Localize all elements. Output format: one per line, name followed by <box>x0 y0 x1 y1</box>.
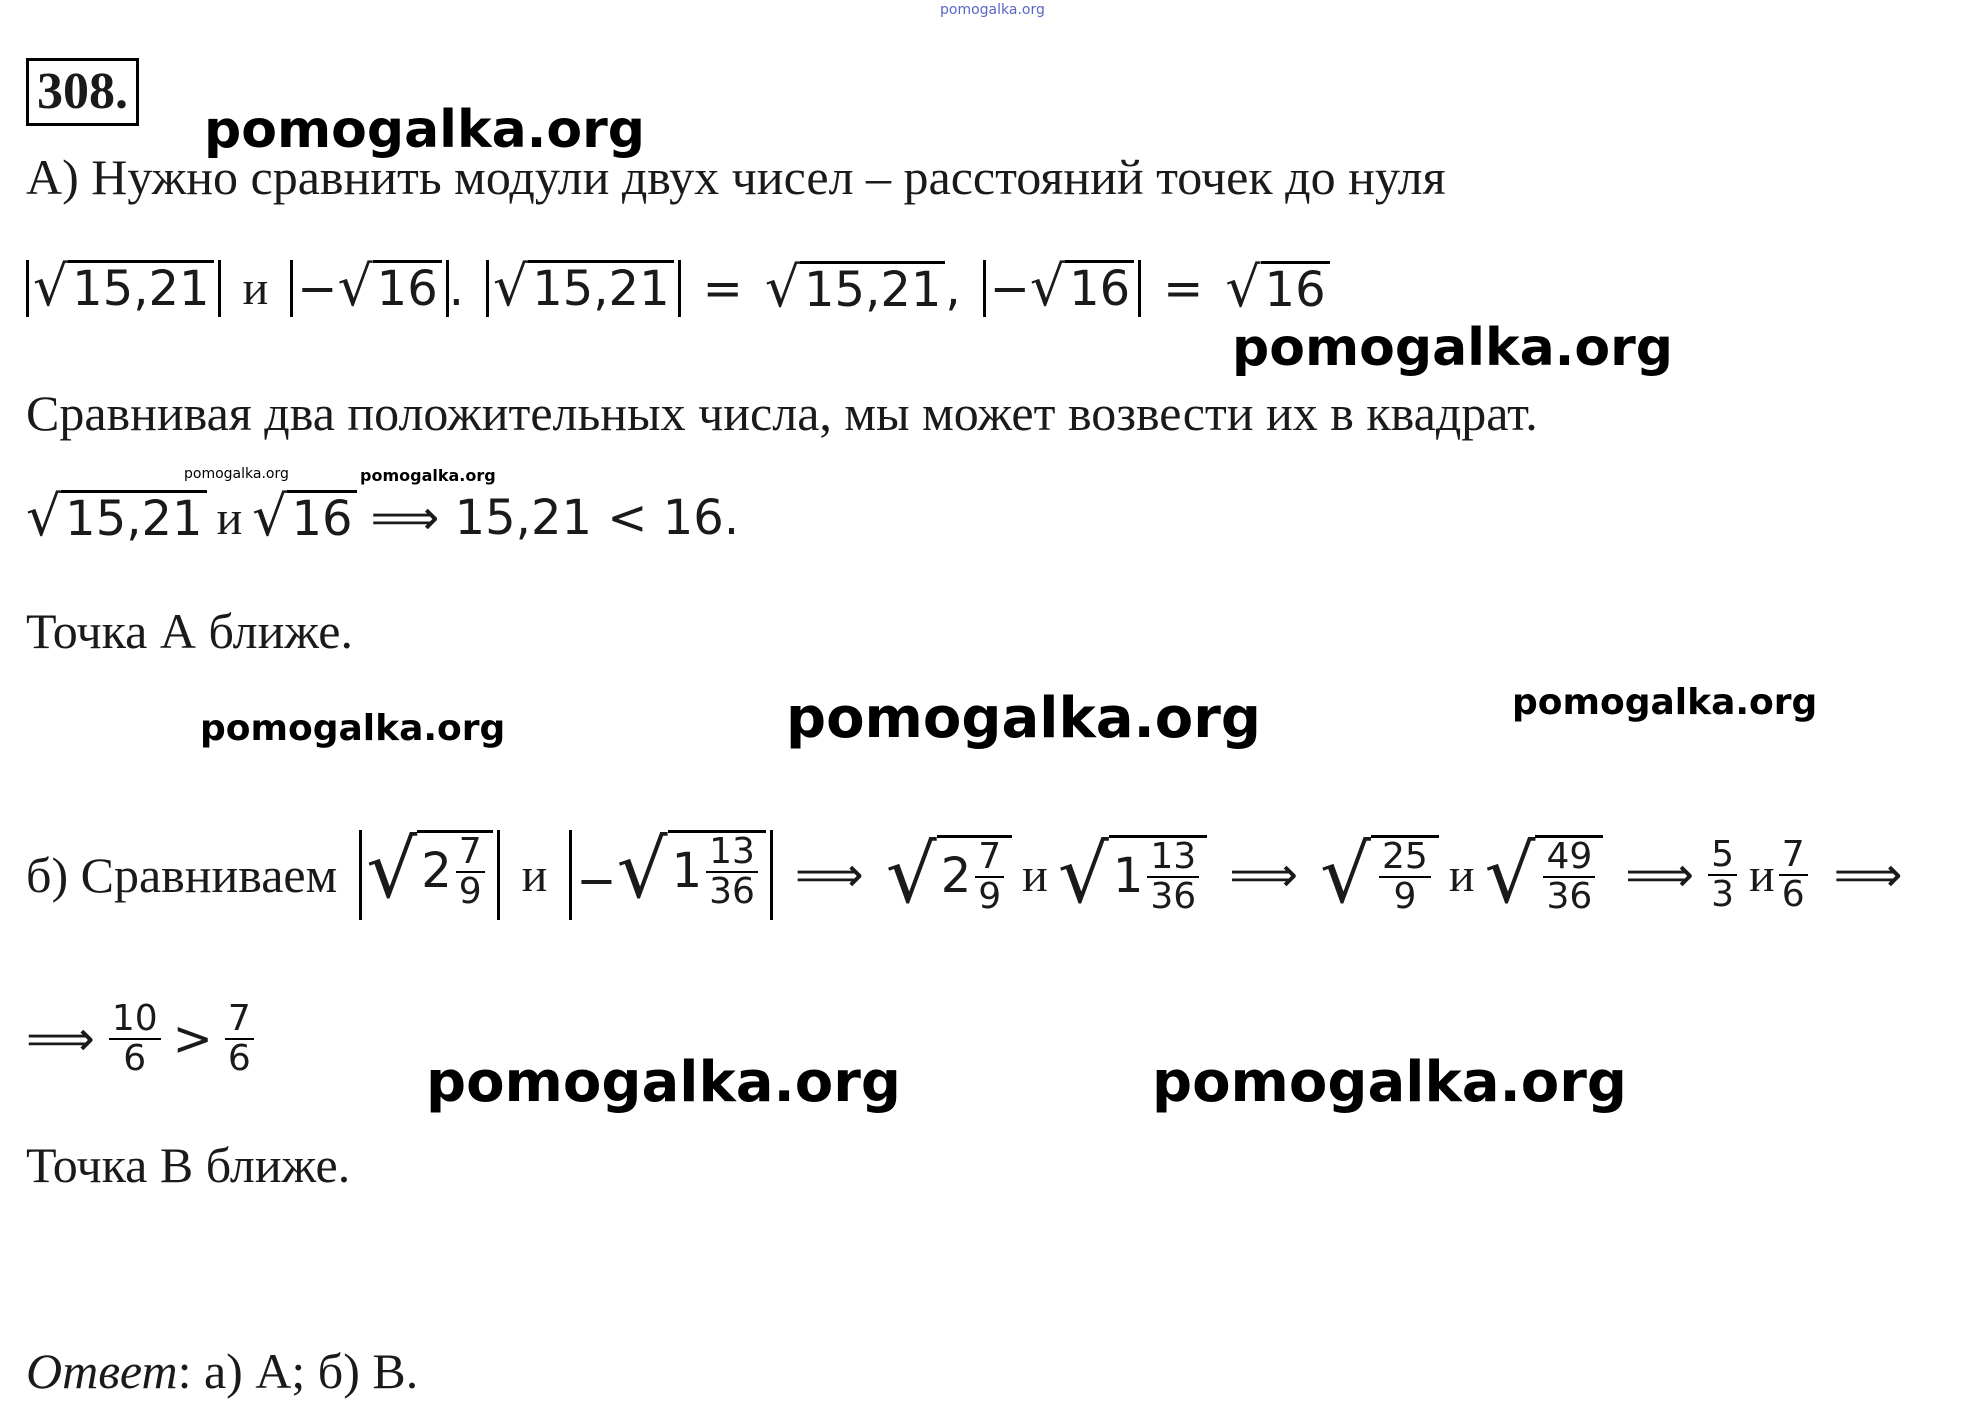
answer-text: : а) А; б) В. <box>177 1343 419 1399</box>
watermark: pomogalka.org <box>184 466 289 482</box>
part-a-compare-row: √ 15,21 и √ 16 ⟹ 15,21 < 16. <box>26 485 740 550</box>
part-b-conclusion: Точка В ближе. <box>26 1137 351 1193</box>
answer-label: Ответ <box>26 1343 178 1399</box>
abs-value: √ 2 $\frac{7}{9}$ <box>359 830 499 920</box>
abs-value: √ 15,21 <box>486 260 681 317</box>
watermark: pomogalka.org <box>786 686 1261 751</box>
answer <box>26 1342 418 1400</box>
watermark: pomogalka.org <box>360 466 496 485</box>
part-a-abs-row: √ 15,21 и − √ 16 . √ 15,21 = √ 15,21 , − √ 16 = √ 16 <box>26 260 1330 317</box>
part-b-result-row: ⟹ $\frac{10}{6}$ > $\frac{7}{6}$ <box>26 1000 258 1078</box>
watermark-top: pomogalka.org <box>940 2 1045 18</box>
part-a-intro: А) Нужно сравнить модули двух чисел – расстояний точек до нуля <box>26 149 1446 205</box>
watermark: pomogalka.org <box>200 708 506 749</box>
part-a-conclusion: Точка А ближе. <box>26 603 353 659</box>
problem-number: 308. <box>26 58 139 126</box>
watermark: pomogalka.org <box>1152 1050 1627 1115</box>
watermark: pomogalka.org <box>1512 682 1818 723</box>
watermark: pomogalka.org <box>426 1050 901 1115</box>
part-b-row: б) Сравниваем √ 2 $\frac{7}{9}$ и − √ 1 $\frac{13}{36}$ ⟹ √ 2 $\frac{7}{9}$ и √ 1 $\frac{13}{36}$ ⟹ √ $\frac{25}{9}$ и √ $\frac{49}{36}$ ⟹ $\frac{5}{3}$ и $\frac{7}{6}$ ⟹ <box>26 823 1903 921</box>
abs-value: √ 15,21 <box>26 260 221 317</box>
abs-value: − √ 16 <box>983 260 1141 317</box>
abs-value: − √ 16 <box>290 260 448 317</box>
part-a-square-text: Сравнивая два положительных числа, мы может возвести их в квадрат. <box>26 385 1538 441</box>
watermark: pomogalka.org <box>204 100 646 160</box>
abs-value: − √ 1 $\frac{13}{36}$ <box>569 830 773 920</box>
watermark: pomogalka.org <box>1232 318 1674 378</box>
